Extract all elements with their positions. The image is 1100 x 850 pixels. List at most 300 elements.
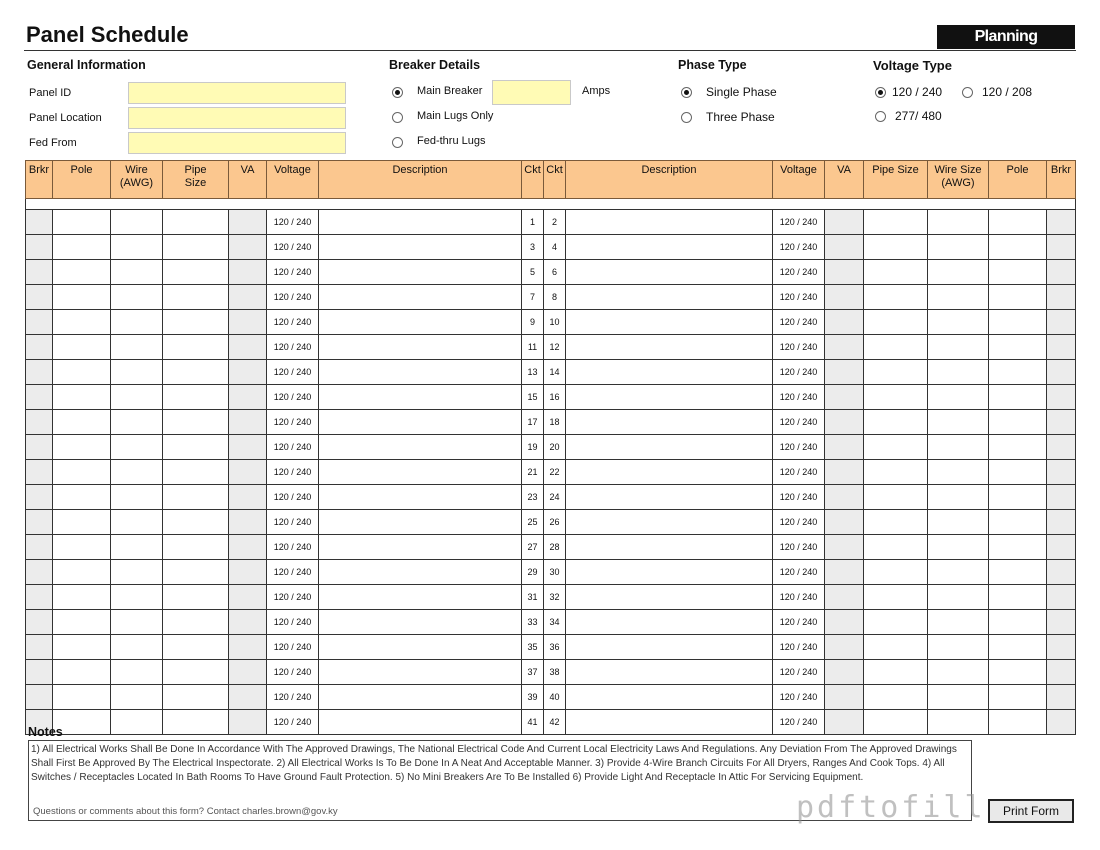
voltage-cell-left: 120 / 240 [267,560,319,585]
voltage-cell-left: 120 / 240 [267,410,319,435]
wire-cell-left[interactable] [111,585,163,610]
va-cell-right[interactable] [825,285,864,310]
description-cell-left[interactable] [319,385,522,410]
voltage-cell-left: 120 / 240 [267,310,319,335]
pole-cell-left[interactable] [53,560,111,585]
wire-cell-left[interactable] [111,335,163,360]
pole-cell-right[interactable] [989,635,1047,660]
va-cell-left[interactable] [229,510,267,535]
pipe-size-cell-left[interactable] [163,535,229,560]
pipe-size-cell-right[interactable] [864,635,928,660]
description-cell-left[interactable] [319,560,522,585]
pole-cell-right[interactable] [989,460,1047,485]
brkr-cell-left[interactable] [26,235,53,260]
wire-cell-left[interactable] [111,410,163,435]
brkr-cell-left[interactable] [26,210,53,235]
brkr-cell-left[interactable] [26,285,53,310]
description-cell-left[interactable] [319,635,522,660]
pipe-size-cell-right[interactable] [864,260,928,285]
wire-cell-left[interactable] [111,510,163,535]
wire-cell-left[interactable] [111,610,163,635]
panel-location-field[interactable] [128,107,346,129]
brkr-cell-right[interactable] [1047,685,1076,710]
va-cell-right[interactable] [825,535,864,560]
va-cell-right[interactable] [825,260,864,285]
voltage-cell-right: 120 / 240 [773,310,825,335]
pole-cell-left[interactable] [53,685,111,710]
brkr-cell-left[interactable] [26,510,53,535]
pipe-size-cell-left[interactable] [163,585,229,610]
brkr-cell-right[interactable] [1047,310,1076,335]
pipe-size-cell-right[interactable] [864,435,928,460]
fed-thru-lugs-radio[interactable] [392,137,403,148]
wire-cell-left[interactable] [111,435,163,460]
voltage-cell-right: 120 / 240 [773,485,825,510]
brkr-cell-left[interactable] [26,485,53,510]
pipe-size-cell-right[interactable] [864,660,928,685]
description-cell-right[interactable] [566,285,773,310]
va-cell-left[interactable] [229,410,267,435]
va-cell-left[interactable] [229,635,267,660]
va-cell-right[interactable] [825,660,864,685]
pole-cell-left[interactable] [53,335,111,360]
wire-cell-left[interactable] [111,385,163,410]
ckt-cell-right: 2 [544,210,566,235]
pipe-size-cell-left[interactable] [163,435,229,460]
va-cell-left[interactable] [229,235,267,260]
print-form-button[interactable]: Print Form [988,799,1074,823]
pole-cell-left[interactable] [53,485,111,510]
wire-size-cell-right[interactable] [928,685,989,710]
ckt-cell-right: 26 [544,510,566,535]
pole-cell-left[interactable] [53,360,111,385]
wire-size-cell-right[interactable] [928,410,989,435]
pole-cell-left[interactable] [53,435,111,460]
voltage-cell-left: 120 / 240 [267,285,319,310]
ckt-cell-left: 11 [522,335,544,360]
panel-schedule-table [25,160,1076,735]
va-cell-right[interactable] [825,360,864,385]
brkr-cell-right[interactable] [1047,210,1076,235]
description-cell-right[interactable] [566,560,773,585]
pipe-size-cell-right[interactable] [864,685,928,710]
wire-cell-left[interactable] [111,685,163,710]
brkr-cell-right[interactable] [1047,235,1076,260]
description-cell-right[interactable] [566,535,773,560]
va-cell-left[interactable] [229,285,267,310]
va-cell-right[interactable] [825,685,864,710]
wire-size-cell-right[interactable] [928,585,989,610]
wire-cell-left[interactable] [111,360,163,385]
header-ckt-left: Ckt [522,161,544,199]
ckt-cell-right: 28 [544,535,566,560]
brkr-cell-left[interactable] [26,360,53,385]
voltage-277-480-radio[interactable] [875,111,886,122]
pipe-size-cell-right[interactable] [864,560,928,585]
description-cell-left[interactable] [319,510,522,535]
va-cell-right[interactable] [825,560,864,585]
brkr-cell-right[interactable] [1047,485,1076,510]
wire-size-cell-right[interactable] [928,285,989,310]
pole-cell-left[interactable] [53,310,111,335]
table-row [26,310,1076,335]
description-cell-right[interactable] [566,610,773,635]
pole-cell-right[interactable] [989,510,1047,535]
panel-id-field[interactable] [128,82,346,104]
wire-size-cell-right[interactable] [928,535,989,560]
pole-cell-right[interactable] [989,710,1047,735]
brkr-cell-left[interactable] [26,435,53,460]
description-cell-right[interactable] [566,410,773,435]
description-cell-left[interactable] [319,310,522,335]
pipe-size-cell-left[interactable] [163,460,229,485]
pipe-size-cell-left[interactable] [163,410,229,435]
voltage-cell-right: 120 / 240 [773,635,825,660]
brkr-cell-right[interactable] [1047,335,1076,360]
pole-cell-left[interactable] [53,210,111,235]
pipe-size-cell-right[interactable] [864,510,928,535]
ckt-cell-left: 3 [522,235,544,260]
pipe-size-cell-left[interactable] [163,710,229,735]
va-cell-left[interactable] [229,610,267,635]
wire-size-cell-right[interactable] [928,635,989,660]
va-cell-right[interactable] [825,610,864,635]
voltage-cell-right: 120 / 240 [773,385,825,410]
description-cell-right[interactable] [566,310,773,335]
brkr-cell-right[interactable] [1047,285,1076,310]
wire-size-cell-right[interactable] [928,310,989,335]
pole-cell-right[interactable] [989,235,1047,260]
brkr-cell-left[interactable] [26,635,53,660]
pipe-size-cell-right[interactable] [864,235,928,260]
va-cell-right[interactable] [825,335,864,360]
voltage-cell-right: 120 / 240 [773,435,825,460]
wire-cell-left[interactable] [111,485,163,510]
wire-size-cell-right[interactable] [928,560,989,585]
pole-cell-right[interactable] [989,585,1047,610]
wire-size-cell-right[interactable] [928,335,989,360]
wire-size-cell-right[interactable] [928,610,989,635]
contact-line: Questions or comments about this form? Contact charles.brown@gov.ky [33,806,338,817]
description-cell-right[interactable] [566,260,773,285]
va-cell-left[interactable] [229,385,267,410]
va-cell-right[interactable] [825,460,864,485]
wire-size-cell-right[interactable] [928,385,989,410]
brkr-cell-right[interactable] [1047,460,1076,485]
ckt-cell-right: 14 [544,360,566,385]
pipe-size-cell-left[interactable] [163,560,229,585]
ckt-cell-left: 31 [522,585,544,610]
table-row [26,660,1076,685]
description-cell-right[interactable] [566,235,773,260]
description-cell-right[interactable] [566,435,773,460]
voltage-cell-right: 120 / 240 [773,510,825,535]
description-cell-right[interactable] [566,460,773,485]
pipe-size-cell-left[interactable] [163,235,229,260]
va-cell-left[interactable] [229,535,267,560]
va-cell-left[interactable] [229,360,267,385]
brkr-cell-left[interactable] [26,535,53,560]
pipe-size-cell-right[interactable] [864,385,928,410]
pole-cell-left[interactable] [53,385,111,410]
description-cell-right[interactable] [566,685,773,710]
brkr-cell-left[interactable] [26,460,53,485]
three-phase-radio[interactable] [681,112,692,123]
brkr-cell-right[interactable] [1047,360,1076,385]
table-row [26,360,1076,385]
va-cell-right[interactable] [825,485,864,510]
brkr-cell-right[interactable] [1047,560,1076,585]
va-cell-left[interactable] [229,435,267,460]
description-cell-left[interactable] [319,360,522,385]
brkr-cell-left[interactable] [26,660,53,685]
pole-cell-left[interactable] [53,460,111,485]
pole-cell-right[interactable] [989,560,1047,585]
pole-cell-right[interactable] [989,310,1047,335]
va-cell-left[interactable] [229,260,267,285]
voltage-120-208-radio[interactable] [962,87,973,98]
va-cell-right[interactable] [825,235,864,260]
pole-cell-left[interactable] [53,260,111,285]
description-cell-left[interactable] [319,435,522,460]
wire-size-cell-right[interactable] [928,460,989,485]
description-cell-right[interactable] [566,360,773,385]
brkr-cell-right[interactable] [1047,385,1076,410]
table-row [26,335,1076,360]
brkr-cell-left[interactable] [26,310,53,335]
brkr-cell-left[interactable] [26,560,53,585]
pipe-size-cell-right[interactable] [864,535,928,560]
description-cell-left[interactable] [319,235,522,260]
ckt-cell-left: 25 [522,510,544,535]
wire-size-cell-right[interactable] [928,435,989,460]
pipe-size-cell-left[interactable] [163,260,229,285]
pipe-size-cell-right[interactable] [864,585,928,610]
amps-field[interactable] [492,80,571,105]
pole-cell-right[interactable] [989,660,1047,685]
description-cell-right[interactable] [566,485,773,510]
wire-cell-left[interactable] [111,210,163,235]
table-row [26,210,1076,235]
description-cell-left[interactable] [319,585,522,610]
wire-size-cell-right[interactable] [928,360,989,385]
va-cell-right[interactable] [825,510,864,535]
pole-cell-left[interactable] [53,610,111,635]
va-cell-left[interactable] [229,210,267,235]
va-cell-left[interactable] [229,310,267,335]
brkr-cell-right[interactable] [1047,710,1076,735]
wire-cell-left[interactable] [111,260,163,285]
wire-cell-left[interactable] [111,535,163,560]
pole-cell-left[interactable] [53,510,111,535]
description-cell-right[interactable] [566,635,773,660]
brkr-cell-left[interactable] [26,335,53,360]
va-cell-right[interactable] [825,210,864,235]
va-cell-left[interactable] [229,560,267,585]
description-cell-left[interactable] [319,535,522,560]
description-cell-right[interactable] [566,710,773,735]
wire-size-cell-right[interactable] [928,260,989,285]
va-cell-right[interactable] [825,410,864,435]
voltage-cell-right: 120 / 240 [773,610,825,635]
va-cell-left[interactable] [229,685,267,710]
description-cell-right[interactable] [566,660,773,685]
brkr-cell-left[interactable] [26,260,53,285]
brkr-cell-right[interactable] [1047,635,1076,660]
pipe-size-cell-left[interactable] [163,310,229,335]
va-cell-right[interactable] [825,435,864,460]
wire-cell-left[interactable] [111,235,163,260]
description-cell-left[interactable] [319,460,522,485]
pole-cell-left[interactable] [53,635,111,660]
pole-cell-right[interactable] [989,335,1047,360]
pole-cell-right[interactable] [989,685,1047,710]
va-cell-left[interactable] [229,660,267,685]
brkr-cell-left[interactable] [26,385,53,410]
description-cell-left[interactable] [319,485,522,510]
brkr-cell-right[interactable] [1047,260,1076,285]
description-cell-right[interactable] [566,335,773,360]
ckt-cell-right: 10 [544,310,566,335]
pipe-size-cell-right[interactable] [864,460,928,485]
wire-size-cell-right[interactable] [928,510,989,535]
pipe-size-cell-left[interactable] [163,610,229,635]
pole-cell-left[interactable] [53,585,111,610]
pipe-size-cell-right[interactable] [864,335,928,360]
description-cell-right[interactable] [566,510,773,535]
fed-from-field[interactable] [128,132,346,154]
pipe-size-cell-right[interactable] [864,485,928,510]
pipe-size-cell-right[interactable] [864,610,928,635]
wire-cell-left[interactable] [111,560,163,585]
va-cell-right[interactable] [825,710,864,735]
va-cell-left[interactable] [229,710,267,735]
pole-cell-left[interactable] [53,410,111,435]
va-cell-left[interactable] [229,335,267,360]
brkr-cell-left[interactable] [26,585,53,610]
main-breaker-radio[interactable] [392,87,403,98]
description-cell-left[interactable] [319,410,522,435]
pipe-size-cell-left[interactable] [163,335,229,360]
pipe-size-cell-right[interactable] [864,410,928,435]
pole-cell-right[interactable] [989,610,1047,635]
pole-cell-right[interactable] [989,535,1047,560]
header-pole-right: Pole [989,161,1047,199]
ckt-cell-right: 34 [544,610,566,635]
pipe-size-cell-left[interactable] [163,510,229,535]
description-cell-left[interactable] [319,610,522,635]
wire-cell-left[interactable] [111,310,163,335]
table-row [26,260,1076,285]
description-cell-left[interactable] [319,710,522,735]
table-row [26,235,1076,260]
wire-cell-left[interactable] [111,660,163,685]
brkr-cell-right[interactable] [1047,535,1076,560]
ckt-cell-right: 24 [544,485,566,510]
pipe-size-cell-right[interactable] [864,285,928,310]
voltage-120-240-radio[interactable] [875,87,886,98]
description-cell-left[interactable] [319,685,522,710]
brkr-cell-right[interactable] [1047,585,1076,610]
wire-cell-left[interactable] [111,285,163,310]
brkr-cell-right[interactable] [1047,435,1076,460]
header-ckt-right: Ckt [544,161,566,199]
pipe-size-cell-right[interactable] [864,310,928,335]
pipe-size-cell-left[interactable] [163,635,229,660]
pole-cell-left[interactable] [53,285,111,310]
va-cell-right[interactable] [825,385,864,410]
pipe-size-cell-left[interactable] [163,210,229,235]
pipe-size-cell-left[interactable] [163,485,229,510]
notes-heading: Notes [28,725,63,739]
description-cell-left[interactable] [319,660,522,685]
pole-cell-right[interactable] [989,385,1047,410]
pipe-size-cell-left[interactable] [163,385,229,410]
va-cell-right[interactable] [825,585,864,610]
pole-cell-right[interactable] [989,360,1047,385]
brkr-cell-left[interactable] [26,410,53,435]
wire-cell-left[interactable] [111,710,163,735]
brkr-cell-left[interactable] [26,685,53,710]
pole-cell-right[interactable] [989,410,1047,435]
pole-cell-right[interactable] [989,435,1047,460]
va-cell-right[interactable] [825,635,864,660]
wire-size-cell-right[interactable] [928,710,989,735]
description-cell-left[interactable] [319,335,522,360]
brkr-cell-left[interactable] [26,610,53,635]
description-cell-left[interactable] [319,285,522,310]
pipe-size-cell-left[interactable] [163,285,229,310]
voltage-cell-right: 120 / 240 [773,685,825,710]
three-phase-label: Three Phase [706,110,775,124]
brkr-cell-right[interactable] [1047,510,1076,535]
description-cell-right[interactable] [566,210,773,235]
pipe-size-cell-right[interactable] [864,360,928,385]
description-cell-right[interactable] [566,585,773,610]
description-cell-left[interactable] [319,260,522,285]
va-cell-left[interactable] [229,485,267,510]
va-cell-left[interactable] [229,460,267,485]
wire-cell-left[interactable] [111,460,163,485]
description-cell-left[interactable] [319,210,522,235]
brkr-cell-right[interactable] [1047,410,1076,435]
va-cell-right[interactable] [825,310,864,335]
pole-cell-right[interactable] [989,485,1047,510]
main-lugs-only-radio[interactable] [392,112,403,123]
pipe-size-cell-left[interactable] [163,360,229,385]
wire-size-cell-right[interactable] [928,210,989,235]
pole-cell-right[interactable] [989,210,1047,235]
pipe-size-cell-left[interactable] [163,685,229,710]
pipe-size-cell-left[interactable] [163,660,229,685]
single-phase-radio[interactable] [681,87,692,98]
brkr-cell-right[interactable] [1047,660,1076,685]
pole-cell-left[interactable] [53,235,111,260]
pipe-size-cell-right[interactable] [864,710,928,735]
wire-size-cell-right[interactable] [928,235,989,260]
pole-cell-right[interactable] [989,260,1047,285]
pole-cell-right[interactable] [989,285,1047,310]
pipe-size-cell-right[interactable] [864,210,928,235]
va-cell-left[interactable] [229,585,267,610]
brkr-cell-right[interactable] [1047,610,1076,635]
description-cell-right[interactable] [566,385,773,410]
pole-cell-left[interactable] [53,660,111,685]
pole-cell-left[interactable] [53,535,111,560]
wire-cell-left[interactable] [111,635,163,660]
wire-size-cell-right[interactable] [928,485,989,510]
wire-size-cell-right[interactable] [928,660,989,685]
